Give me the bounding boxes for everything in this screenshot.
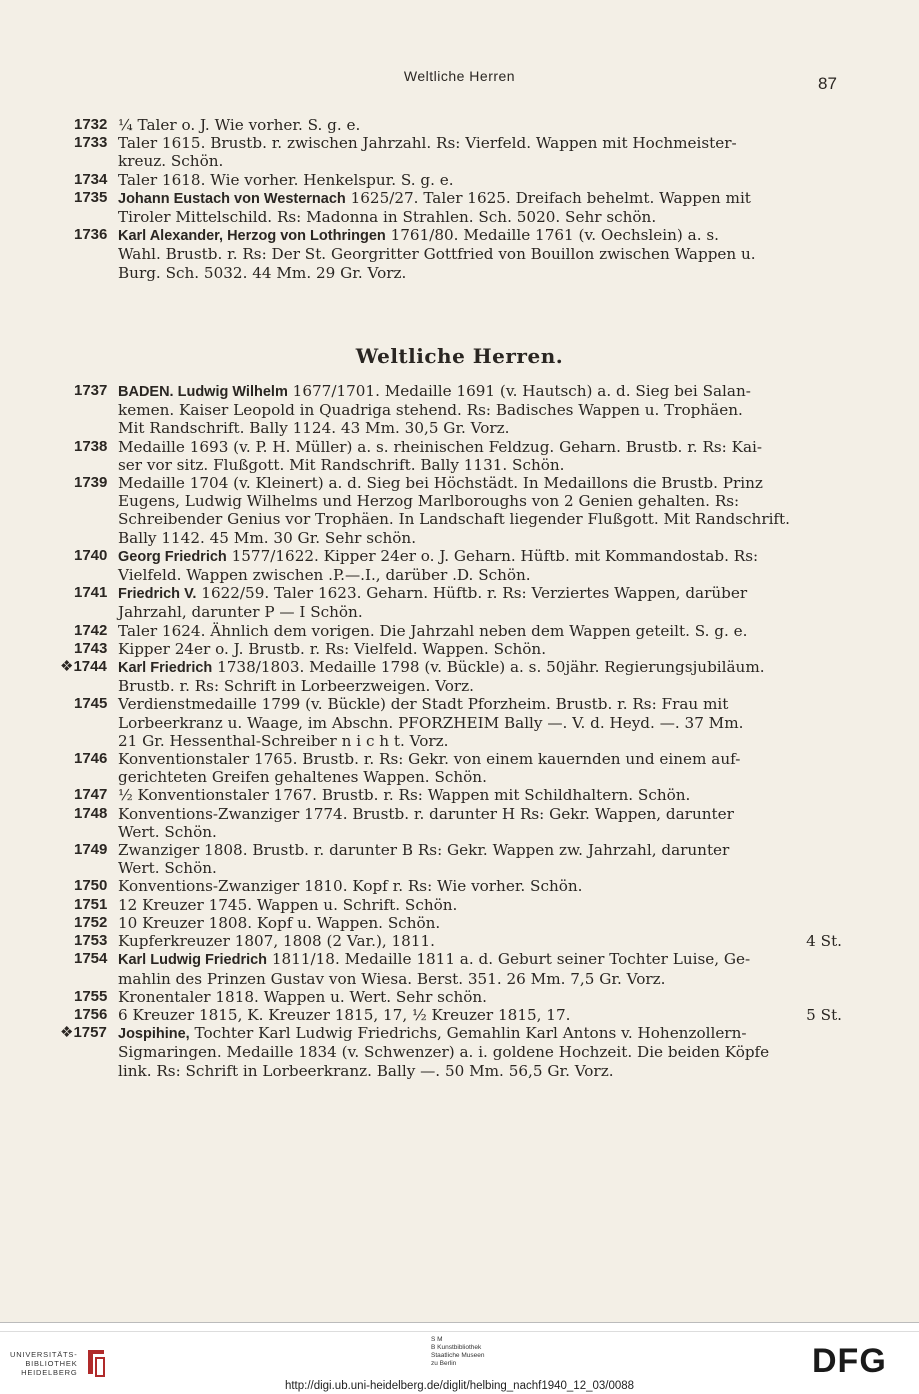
running-title: Weltliche Herren: [403, 68, 516, 84]
lot-entry: [60, 1024, 842, 1080]
lot-line: Taler 1615. Brustb. r. zwischen Jahrzahl. Rs: Vierfeld. Wappen mit Hochmeister-: [118, 134, 737, 153]
lot-line: Jospihine, Tochter Karl Ludwig Friedrichs, Gemahlin Karl Antons v. Hohenzollern-: [118, 1024, 747, 1043]
dfg-logo[interactable]: DFG: [812, 1342, 887, 1380]
lot-line: Karl Ludwig Friedrich 1811/18. Medaille 1811 a. d. Geburt seiner Tochter Luise, Ge-: [118, 950, 751, 969]
lot-entry: [74, 1006, 842, 1024]
lot-quantity: 4 St.: [806, 932, 842, 951]
lot-description: [118, 622, 842, 640]
lot-entry: [74, 622, 842, 640]
lot-line: Schreibender Genius vor Trophäen. In Landschaft liegender Flußgott. Mit Randschrift.: [118, 510, 790, 529]
lot-line: BADEN. Ludwig Wilhelm 1677/1701. Medaille 1691 (v. Hautsch) a. d. Sieg bei Salan-: [118, 382, 751, 400]
page-number: 87: [818, 74, 837, 93]
lot-number: 1735: [74, 188, 108, 206]
lot-description: [118, 988, 842, 1006]
lot-number: 1732: [74, 116, 108, 133]
lot-line: link. Rs: Schrift in Lorbeerkranz. Bally —. 50 Mm. 56,5 Gr. Vorz.: [118, 1061, 614, 1080]
lot-line: ¼ Taler o. J. Wie vorher. S. g. e.: [118, 116, 361, 134]
lot-number: 1740: [74, 546, 108, 564]
ruler-name: Georg Friedrich: [118, 548, 227, 565]
footer-divider: [0, 1322, 919, 1332]
lot-line: ½ Konventionstaler 1767. Brustb. r. Rs: Wappen mit Schildhaltern. Schön.: [118, 786, 691, 805]
lot-line: Eugens, Ludwig Wilhelms und Herzog Marlboroughs von 2 Genien gehalten. Rs:: [118, 492, 740, 511]
lot-entry: [74, 750, 842, 786]
lot-entry: [74, 134, 842, 170]
lot-number: ❖1744: [60, 658, 107, 676]
lot-line: gerichteten Greifen gehaltenes Wappen. Schön.: [118, 768, 487, 787]
lot-description: [118, 1006, 842, 1024]
lot-description: [118, 658, 842, 695]
kunstbibliothek-logo[interactable]: S M B Kunstbibliothek Staatliche Museen zu Berlin: [431, 1336, 485, 1367]
lot-number: 1738: [74, 437, 108, 455]
lot-entry: [74, 786, 842, 804]
lot-number: 1756: [74, 1005, 108, 1023]
lot-description: [118, 786, 842, 804]
lot-description: [118, 914, 842, 932]
lot-description: [118, 382, 842, 438]
lot-number: 1739: [74, 474, 108, 492]
lot-description: [118, 877, 842, 895]
lot-number: 1737: [74, 382, 108, 399]
lot-entry: [74, 896, 842, 914]
lot-line: Kronentaler 1818. Wappen u. Wert. Sehr schön.: [118, 987, 487, 1006]
ruler-name: Karl Ludwig Friedrich: [118, 952, 268, 969]
ruler-name: Friedrich V.: [118, 586, 197, 603]
lot-line: mahlin des Prinzen Gustav von Wiesa. Berst. 351. 26 Mm. 7,5 Gr. Vorz.: [118, 969, 666, 988]
lot-entry: [74, 547, 842, 584]
lot-line: kemen. Kaiser Leopold in Quadriga stehend. Rs: Badisches Wappen u. Trophäen.: [118, 401, 743, 420]
lot-entry: [74, 877, 842, 895]
ruler-name: Karl Alexander, Herzog von Lothringen: [118, 228, 386, 245]
lot-line: Bally 1142. 45 Mm. 30 Gr. Sehr schön.: [118, 528, 417, 547]
star-marker-icon: ❖: [60, 658, 74, 676]
lot-line: Jahrzahl, darunter P — I Schön.: [118, 603, 363, 622]
lot-description: [118, 932, 842, 950]
lot-line: Konventions-Zwanziger 1810. Kopf r. Rs: Wie vorher. Schön.: [118, 877, 583, 896]
university-library-name: UNIVERSITÄTS- BIBLIOTHEK HEIDELBERG: [10, 1349, 78, 1377]
lot-description: [118, 805, 842, 841]
ruler-name: BADEN. Ludwig Wilhelm: [118, 384, 288, 400]
lot-number: 1746: [74, 750, 108, 768]
lot-line: Lorbeerkranz u. Waage, im Abschn. PFORZHEIM Bally —. V. d. Heyd. —. 37 Mm.: [118, 713, 744, 732]
lot-entry: [74, 988, 842, 1006]
ruler-name: Johann Eustach von Westernach: [118, 190, 346, 207]
lot-line: Brustb. r. Rs: Schrift in Lorbeerzweigen. Vorz.: [118, 677, 474, 696]
lot-description: [118, 1024, 842, 1080]
lot-line: Mit Randschrift. Bally 1124. 43 Mm. 30,5 Gr. Vorz.: [118, 419, 510, 438]
lot-number: 1752: [74, 913, 108, 931]
lot-line: Wert. Schön.: [118, 859, 217, 878]
lot-line: Burg. Sch. 5032. 44 Mm. 29 Gr. Vorz.: [118, 263, 407, 282]
lot-number: 1749: [74, 841, 108, 859]
lot-description: [118, 547, 842, 584]
lot-number: 1741: [74, 584, 108, 602]
lot-entry: [74, 805, 842, 841]
lot-number: 1745: [74, 695, 108, 713]
lot-quantity: 5 St.: [806, 1005, 842, 1024]
lot-line: Kipper 24er o. J. Brustb. r. Rs: Vielfeld. Wappen. Schön.: [118, 639, 547, 658]
lot-line: Karl Friedrich 1738/1803. Medaille 1798 (v. Bückle) a. s. 50jähr. Regierungsjubiläum.: [118, 658, 765, 677]
lot-entry: [74, 189, 842, 226]
lot-entry: [74, 474, 842, 547]
lot-line: Verdienstmedaille 1799 (v. Bückle) der Stadt Pforzheim. Brustb. r. Rs: Frau mit: [118, 695, 729, 714]
lot-line: Konventions-Zwanziger 1774. Brustb. r. darunter H Rs: Gekr. Wappen, darunter: [118, 804, 734, 823]
lot-line: kreuz. Schön.: [118, 152, 224, 171]
section-heading: Weltliche Herren.: [355, 344, 564, 368]
lot-line: Wert. Schön.: [118, 822, 217, 841]
lot-line: Medaille 1693 (v. P. H. Müller) a. s. rheinischen Feldzug. Geharn. Brustb. r. Rs: Kai-: [118, 437, 763, 456]
permalink-url[interactable]: http://digi.ub.uni-heidelberg.de/diglit/helbing_nachf1940_12_03/0088: [284, 1380, 635, 1392]
lot-entry: [74, 382, 842, 438]
lot-line: Georg Friedrich 1577/1622. Kipper 24er o. J. Geharn. Hüftb. mit Kommandostab. Rs:: [118, 546, 759, 565]
lot-line: 5 St. 6 Kreuzer 1815, K. Kreuzer 1815, 17, ½ Kreuzer 1815, 17.: [118, 1005, 842, 1024]
lot-entry: [74, 584, 842, 621]
lot-number: 1754: [74, 950, 108, 968]
lot-line: 21 Gr. Hessenthal-Schreiber n i c h t. Vorz.: [118, 731, 449, 750]
lot-list-top: [74, 116, 842, 282]
lot-description: [118, 474, 842, 547]
university-seal-icon: [84, 1348, 108, 1378]
lot-number: 1743: [74, 639, 108, 657]
lot-line: Friedrich V. 1622/59. Taler 1623. Geharn. Hüftb. r. Rs: Verziertes Wappen, darüber: [118, 584, 748, 603]
lot-number: 1755: [74, 987, 108, 1005]
lot-line: 4 St. Kupferkreuzer 1807, 1808 (2 Var.), 1811.: [118, 932, 842, 951]
lot-line: Taler 1624. Ähnlich dem vorigen. Die Jahrzahl neben dem Wappen geteilt. S. g. e.: [118, 621, 748, 640]
lot-line: Tiroler Mittelschild. Rs: Madonna in Strahlen. Sch. 5020. Sehr schön.: [118, 208, 657, 227]
lot-entry: [74, 695, 842, 750]
lot-line: Sigmaringen. Medaille 1834 (v. Schwenzer) a. i. goldene Hochzeit. Die beiden Köpfe: [118, 1043, 770, 1062]
lot-description: [118, 695, 842, 750]
star-marker-icon: ❖: [60, 1024, 74, 1042]
lot-line: Wahl. Brustb. r. Rs: Der St. Georgritter Gottfried von Bouillon zwischen Wappen u.: [118, 245, 756, 264]
lot-number: 1753: [74, 932, 108, 950]
lot-entry: [60, 658, 842, 696]
lot-line: Vielfeld. Wappen zwischen .P.—.I., darüber .D. Schön.: [118, 566, 531, 585]
lot-number: 1747: [74, 786, 108, 804]
lot-description: [118, 950, 842, 987]
lot-line: ser vor sitz. Flußgott. Mit Randschrift. Bally 1131. Schön.: [118, 455, 565, 474]
lot-number: 1750: [74, 877, 108, 895]
lot-description: [118, 896, 842, 914]
lot-line: 10 Kreuzer 1808. Kopf u. Wappen. Schön.: [118, 913, 441, 932]
lot-entry: [74, 171, 842, 189]
lot-number: 1734: [74, 170, 108, 188]
lot-line: Zwanziger 1808. Brustb. r. darunter B Rs: Gekr. Wappen zw. Jahrzahl, darunter: [118, 841, 730, 860]
lot-number: 1751: [74, 895, 108, 913]
lot-entry: [74, 226, 842, 282]
university-library-logo[interactable]: [10, 1348, 108, 1378]
lot-line: Medaille 1704 (v. Kleinert) a. d. Sieg bei Höchstädt. In Medaillons die Brustb. Prinz: [118, 474, 763, 493]
lot-line: Karl Alexander, Herzog von Lothringen 1761/80. Medaille 1761 (v. Oechslein) a. s.: [118, 226, 719, 245]
lot-list-main: [60, 382, 842, 1080]
lot-description: [118, 116, 842, 134]
lot-line: Taler 1618. Wie vorher. Henkelspur. S. g. e.: [118, 170, 454, 189]
lot-description: [118, 134, 842, 170]
lot-description: [118, 171, 842, 189]
lot-number: ❖1757: [60, 1024, 107, 1042]
lot-number: 1748: [74, 804, 108, 822]
lot-description: [118, 438, 842, 474]
footer: [0, 1322, 919, 1394]
lot-entry: [74, 116, 842, 134]
ruler-name: Jospihine,: [118, 1026, 190, 1043]
lot-number: 1733: [74, 134, 108, 152]
ruler-name: Karl Friedrich: [118, 660, 213, 677]
lot-entry: [74, 914, 842, 932]
lot-line: Johann Eustach von Westernach 1625/27. Taler 1625. Dreifach behelmt. Wappen mit: [118, 188, 751, 207]
lot-entry: [74, 841, 842, 877]
lot-description: [118, 189, 842, 226]
lot-description: [118, 750, 842, 786]
lot-number: 1742: [74, 621, 108, 639]
lot-entry: [74, 640, 842, 658]
lot-description: [118, 640, 842, 658]
lot-entry: [74, 932, 842, 950]
lot-description: [118, 841, 842, 877]
lot-description: [118, 584, 842, 621]
lot-entry: [74, 438, 842, 474]
lot-entry: [74, 950, 842, 987]
lot-number: 1736: [74, 226, 108, 244]
lot-line: 12 Kreuzer 1745. Wappen u. Schrift. Schön.: [118, 895, 458, 914]
lot-description: [118, 226, 842, 282]
lot-line: Konventionstaler 1765. Brustb. r. Rs: Gekr. von einem kauernden und einem auf-: [118, 750, 741, 769]
